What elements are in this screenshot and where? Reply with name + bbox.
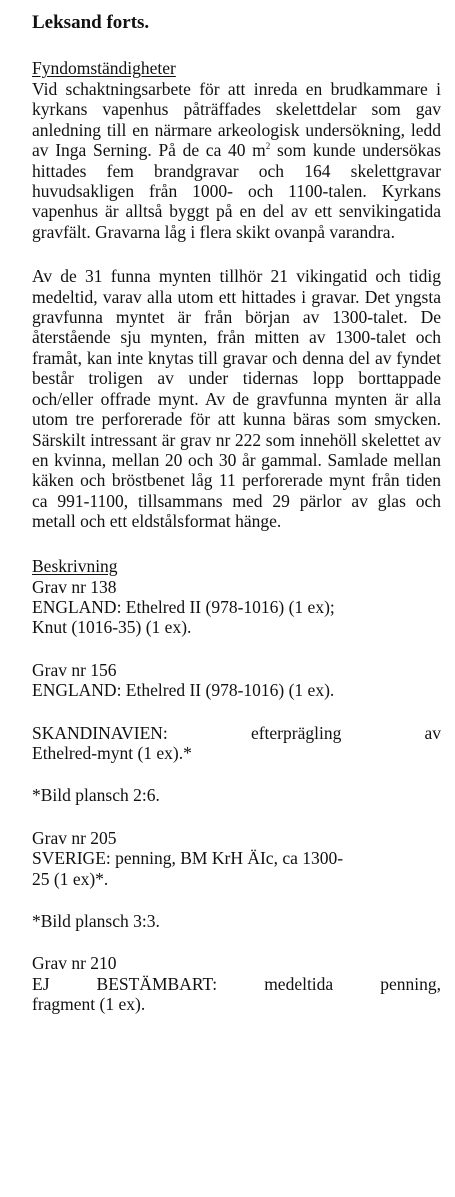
entry-gap <box>32 806 441 828</box>
grave-entry-line: ENGLAND: Ethelred II (978-1016) (1 ex); <box>32 596 335 617</box>
grave-number: Grav nr 156 <box>32 659 117 680</box>
grave-number: Grav nr 210 <box>32 953 117 974</box>
paragraph-gap <box>32 242 441 266</box>
grave-entry-line: Ethelred-mynt (1 ex).* <box>32 742 192 763</box>
section-heading-fyndomstandigheter: Fyndomständigheter <box>32 58 176 78</box>
grave-entry-line: EJ BESTÄMBART: medeltida penning, <box>32 973 441 994</box>
section-gap <box>32 532 441 556</box>
grave-entry-line: SKANDINAVIEN: efterprägling av <box>32 722 441 743</box>
image-note: *Bild plansch 2:6. <box>32 785 160 806</box>
entry-gap <box>32 763 441 785</box>
page-title: Leksand forts. <box>32 12 150 33</box>
paragraph-find-circumstances <box>32 79 441 242</box>
paragraph-coins: Av de 31 funna mynten tillhör 21 vikingatid och tidig medeltid, varav alla utom ett hittades i gravar. Det yngsta gravfunna myntet är från början av 1300-talet. De återstående sju mynten, från mitten av 1300-talet och framåt, kan inte knytas till gravar och denna del av fyndet består troligen av under tidernas lopp borttappade och/eller offrade mynt. Av de gravfunna mynten är alla utom tre perforerade för att kunna bäras som smycken. Särskilt intressant är grav nr 222 som innehöll skelettet av en kvinna, mellan 20 och 30 år gammal. Samlade mellan käken och bröstbenet låg 11 perforerade mynt från tiden ca 991-1100, tillsammans med 29 pärlor av glas och metall och ett eldstålsformat hänge. <box>32 266 441 532</box>
grave-entry-line: Knut (1016-35) (1 ex). <box>32 617 192 638</box>
section-beskrivning <box>32 556 441 1015</box>
grave-number: Grav nr 138 <box>32 576 117 597</box>
entry-gap <box>32 638 441 660</box>
paragraph-text-part: Vid schaktningsarbete för att inreda en brudkammare i kyrkans vapenhus påträffades skelettdelar som gav anledning till en närmare arkeologisk undersökning, ledd av Inga Serning. På de ca 40 m <box>32 79 441 161</box>
grave-entry-line: ENGLAND: Ethelred II (978-1016) (1 ex). <box>32 680 335 701</box>
grave-entry-line: fragment (1 ex). <box>32 994 146 1015</box>
entry-gap <box>32 931 441 953</box>
section-fyndomstandigheter <box>32 58 441 532</box>
entry-gap <box>32 701 441 723</box>
superscript-2: 2 <box>265 141 271 152</box>
section-heading-beskrivning: Beskrivning <box>32 555 118 576</box>
grave-entry-line: SVERIGE: penning, BM KrH ÄIc, ca 1300- <box>32 848 344 869</box>
paragraph-text-part: som kunde undersökas hittades fem brandgravar och 164 skelettgravar huvudsakligen från 1000- och 1100-talen. Kyrkans vapenhus är alltså byggt på en del av ett senvikingatida gravfält. Gravarna låg i flera skikt ovanpå varandra. <box>32 140 441 242</box>
grave-entry-line: 25 (1 ex)*. <box>32 868 109 889</box>
image-note: *Bild plansch 3:3. <box>32 911 160 931</box>
entry-gap <box>32 889 441 911</box>
grave-number: Grav nr 205 <box>32 827 117 848</box>
